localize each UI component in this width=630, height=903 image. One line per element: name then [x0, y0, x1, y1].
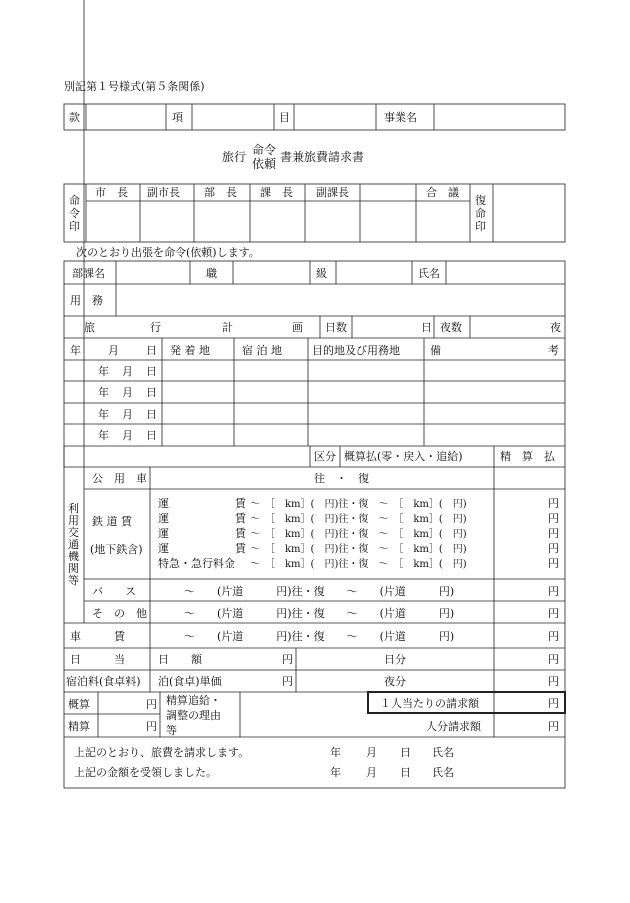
transport-side-7: 等: [68, 574, 79, 587]
seal-left-2: 令: [69, 207, 80, 220]
itinerary-row-4: [98, 428, 157, 442]
reason-line-3: 等: [166, 724, 177, 737]
svg-text:運 賃: 運 賃: [158, 497, 246, 510]
seal-right-1: 復: [475, 194, 486, 207]
label-jigyo: 事業名: [384, 111, 417, 124]
label-seisan: 精算: [68, 720, 90, 733]
per-person-yen: 円: [548, 697, 559, 710]
svg-text:月: 月: [122, 429, 133, 442]
transport-side-6: 関: [68, 562, 79, 575]
footer-line-2: 上記の金額を受領しました。: [74, 766, 217, 779]
bus-line: 〜 (片道 円)往・復 〜 (片道 円): [184, 585, 455, 598]
label-lodging: 宿泊料(食卓料): [66, 675, 141, 688]
hdr-month: 月: [108, 344, 119, 357]
hdr-note-right: 考: [548, 344, 559, 357]
label-daily: 日 当: [70, 653, 125, 666]
transport-side-3: 交: [68, 526, 79, 539]
label-kan: 款: [69, 111, 80, 124]
lodging-yen2: 円: [548, 675, 559, 688]
seal-right-2: 命: [475, 207, 486, 220]
main-table: [64, 0, 565, 788]
hdr-destination: 目的地及び用務地: [312, 344, 400, 357]
svg-text:年: 年: [98, 386, 109, 399]
label-dept: 部課名: [72, 267, 105, 280]
hdr-note-left: 備: [430, 344, 441, 357]
lodging-nights: 夜分: [384, 675, 406, 688]
hdr-depart-arrive: 発 着 地: [170, 344, 210, 357]
section-seisan: 精 算 払: [500, 450, 555, 463]
hdr-day: 日: [146, 344, 157, 357]
daily-amount: 日 額: [158, 653, 202, 666]
label-kou: 項: [172, 111, 183, 124]
svg-text:〜 ［ km］( 円)往・復 〜 ［ km］( 円): 〜 ［ km］( 円)往・復 〜 ［ km］( 円): [250, 559, 467, 570]
seal-col-director: 部 長: [204, 186, 237, 199]
svg-text:年: 年: [98, 365, 109, 378]
itinerary-row-1: [98, 364, 157, 378]
footer-line-1: 上記のとおり、旅費を請求します。: [74, 746, 250, 759]
plan-nights: 夜数: [440, 321, 462, 334]
form-label: 別記第１号様式(第５条関係): [64, 80, 205, 93]
plan-days: 日数: [325, 321, 347, 334]
svg-text:年: 年: [98, 429, 109, 442]
label-other: そ の 他: [92, 607, 147, 620]
transport-side-4: 通: [68, 538, 79, 551]
footer-month-1: 月: [366, 746, 377, 759]
persons-amount: 人分請求額: [426, 720, 481, 733]
title-suffix: 書兼旅費請求書: [280, 150, 365, 164]
hdr-year: 年: [70, 344, 81, 357]
svg-text:〜 ［ km］( 円)往・復 〜 ［ km］( 円): 〜 ［ km］( 円)往・復 〜 ［ km］( 円): [250, 529, 467, 540]
plan-label-3: 計: [222, 321, 233, 334]
svg-text:〜 ［ km］( 円)往・復 〜 ［ km］( 円): 〜 ［ km］( 円)往・復 〜 ［ km］( 円): [250, 544, 467, 555]
svg-text:月: 月: [122, 408, 133, 421]
seal-col-deputy-chief: 副課長: [316, 186, 349, 199]
bus-yen: 円: [548, 585, 559, 598]
lodging-yen: 円: [282, 675, 293, 688]
daily-yen2: 円: [548, 653, 559, 666]
label-car-fare: 車 賃: [70, 630, 125, 643]
plan-day-unit: 日: [421, 321, 432, 334]
seal-col-vice-mayor: 副市長: [147, 186, 180, 199]
title-irai: 依頼: [252, 157, 277, 171]
footer-day-1: 日: [400, 746, 411, 759]
order-seal-block: [64, 184, 565, 242]
seal-left-3: 印: [69, 220, 80, 233]
svg-text:円: 円: [548, 557, 559, 570]
footer-year-2: 年: [330, 766, 341, 779]
plan-label-2: 行: [150, 321, 161, 334]
svg-text:運 賃: 運 賃: [158, 527, 246, 540]
svg-text:日: 日: [146, 429, 157, 442]
label-gaisan: 概算: [68, 698, 90, 711]
svg-text:円: 円: [548, 497, 559, 510]
hdr-lodging: 宿 泊 地: [242, 344, 282, 357]
label-official-car: 公 用 車: [92, 472, 147, 485]
seal-left-1: 命: [69, 194, 80, 207]
label-post: 職: [206, 267, 217, 280]
other-line: 〜 (片道 円)往・復 〜 (片道 円): [184, 607, 455, 620]
svg-text:日: 日: [146, 408, 157, 421]
seal-right-3: 印: [475, 220, 486, 233]
seal-col-consult: 合 議: [426, 186, 459, 199]
footer-year-1: 年: [330, 746, 341, 759]
form-title: [222, 142, 364, 171]
svg-text:運 賃: 運 賃: [158, 512, 246, 525]
svg-text:日: 日: [146, 386, 157, 399]
svg-text:〜 ［ km］( 円)往・復 〜 ［ km］( 円): 〜 ［ km］( 円)往・復 〜 ［ km］( 円): [250, 499, 467, 510]
seisan-yen: 円: [146, 720, 157, 733]
svg-text:年: 年: [98, 408, 109, 421]
footer-name-1: 氏名: [432, 746, 454, 759]
label-grade: 級: [316, 267, 327, 280]
svg-text:月: 月: [122, 365, 133, 378]
footer-day-2: 日: [400, 766, 411, 779]
budget-row: [64, 104, 565, 130]
seal-col-section-chief: 課 長: [260, 186, 293, 199]
car-fare-line: 〜 (片道 円)往・復 〜 (片道 円): [184, 630, 455, 643]
section-gaisan: 概算払(零・戻入・追給): [344, 450, 463, 463]
rail-fare-lines: [158, 497, 559, 570]
transport-side-5: 機: [68, 550, 79, 563]
label-subway: (地下鉄含): [90, 543, 143, 556]
itinerary-row-2: [98, 385, 157, 399]
title-meirei: 命令: [252, 143, 277, 157]
seal-col-mayor: 市 長: [95, 186, 128, 199]
plan-night-unit: 夜: [550, 321, 561, 334]
gaisan-yen: 円: [146, 698, 157, 711]
plan-label-1: 旅: [84, 321, 95, 334]
footer-month-2: 月: [366, 766, 377, 779]
per-person-amount: １人当たりの請求額: [380, 697, 479, 710]
section-ku: 区分: [314, 450, 336, 463]
transport-side-2: 用: [68, 514, 79, 527]
reason-line-2: 調整の理由: [166, 709, 221, 722]
svg-text:日: 日: [146, 365, 157, 378]
svg-text:運 賃: 運 賃: [158, 542, 246, 555]
persons-yen: 円: [548, 720, 559, 733]
order-notice: 次のとおり出張を命令(依頼)します。: [76, 246, 260, 259]
label-name: 氏名: [418, 267, 440, 280]
label-bus: バ ス: [92, 585, 136, 598]
svg-text:円: 円: [548, 512, 559, 525]
label-rail: 鉄 道 賃: [92, 515, 132, 528]
svg-text:月: 月: [122, 386, 133, 399]
label-moku: 目: [279, 111, 290, 124]
lodging-unit: 泊(食卓)単価: [158, 675, 222, 688]
svg-text:円: 円: [548, 527, 559, 540]
itinerary-row-3: [98, 407, 157, 421]
svg-text:特急・急行料金: 特急・急行料金: [158, 557, 235, 570]
reason-line-1: 精算追給・: [166, 694, 221, 707]
plan-label-4: 画: [292, 321, 303, 334]
label-purpose: 用 務: [70, 294, 103, 307]
daily-yen: 円: [282, 653, 293, 666]
daily-days: 日分: [384, 653, 406, 666]
transport-side-1: 利: [68, 502, 79, 515]
car-fare-yen: 円: [548, 630, 559, 643]
footer-name-2: 氏名: [432, 766, 454, 779]
title-ryoko: 旅行: [222, 150, 247, 164]
other-yen: 円: [548, 607, 559, 620]
svg-text:円: 円: [548, 542, 559, 555]
label-round-trip: 往 ・ 復: [314, 472, 369, 485]
svg-text:〜 ［ km］( 円)往・復 〜 ［ km］( 円): 〜 ［ km］( 円)往・復 〜 ［ km］( 円): [250, 514, 467, 525]
